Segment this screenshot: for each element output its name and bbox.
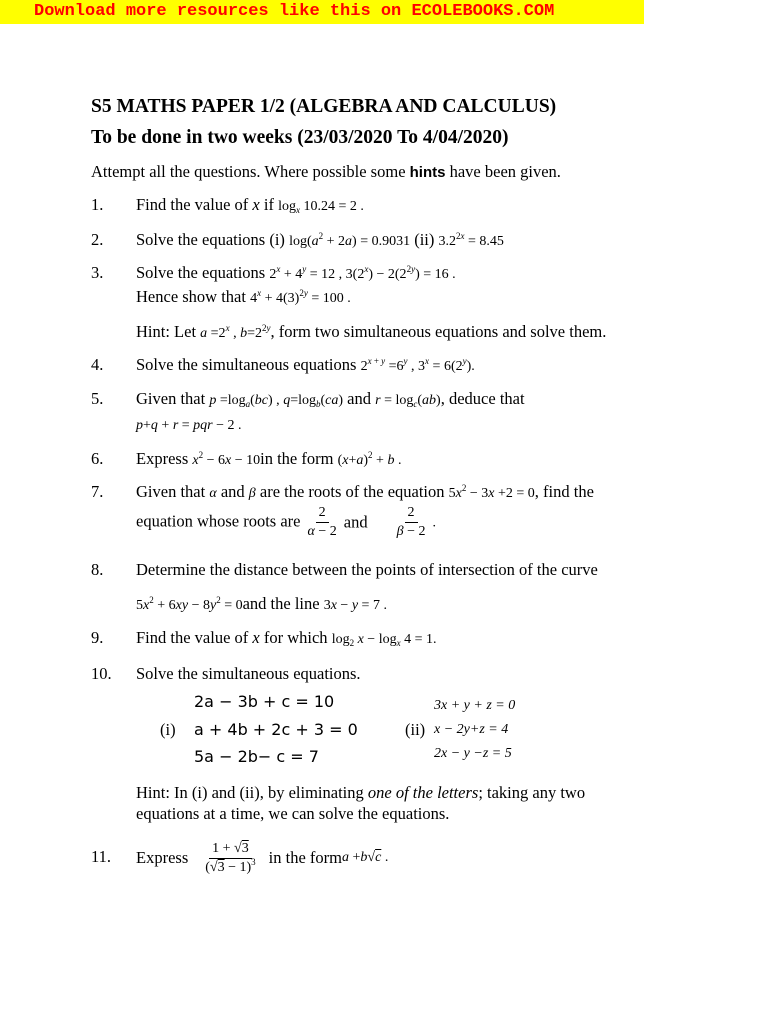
question-number: 10. (91, 664, 112, 683)
paper-title: S5 MATHS PAPER 1/2 (ALGEBRA AND CALCULUS) (91, 96, 557, 117)
question-number: 2. (91, 230, 104, 249)
download-banner[interactable]: Download more resources like this on ECOLEBOOKS.COM (0, 0, 644, 24)
question-number: 7. (91, 482, 104, 501)
question-3-hint: Hint: Let $a =2^x$ , $b=2^{2y}$, form two simultaneous equations and solve them. (136, 322, 607, 341)
question-8-line-2: $5x^2 + 6xy - 8y^2 = 0and$ the line 3x − y = 7 . (136, 594, 387, 613)
system-ii-eq-1: 3x + y + z = 0 (434, 698, 516, 713)
system-ii-label: (ii) (405, 720, 426, 739)
question-10: Solve the simultaneous equations. (136, 664, 361, 683)
question-number: 1. (91, 195, 104, 214)
question-1: Find the value of x if $\log_x 10.24 = 2$ . (136, 195, 364, 215)
question-10-hint: Hint: In (i) and (ii), by eliminating one of the letters; taking any two (136, 783, 586, 802)
question-number: 6. (91, 449, 104, 468)
instructions: Attempt all the questions. Where possible some hints have been given. (91, 162, 561, 181)
system-i-eq-3: 5a − 2b− c = 7 (194, 747, 319, 766)
question-5-line-2: p+q + r = pqr − 2 . (136, 418, 242, 433)
question-5: Given that $p =\log_a(bc)$ , $q=\log_b(ca)$ and $r = \log_c(ab)$, deduce that (136, 389, 525, 409)
paper-subtitle: To be done in two weeks (23/03/2020 To 4/04/2020) (91, 127, 509, 148)
question-7-line-2: equation whose roots are $\frac{2}{\alpha - 2}$ and $\frac{2}{\beta - 2}$ . (136, 505, 436, 539)
question-number: 4. (91, 355, 104, 374)
question-number: 11. (91, 847, 112, 866)
question-3: Solve the equations $2^x + 4^y = 12$ , $3(2^x) - 2(2^{2y}) = 16$ . (136, 263, 456, 282)
system-ii-eq-3: 2x − y −z = 5 (434, 746, 512, 761)
question-number: 8. (91, 560, 104, 579)
question-3-line-2: Hence show that $4^x + 4(3)^{2y} = 100$ . (136, 287, 351, 306)
question-2: Solve the equations (i) $\log(a^2 + 2a) = 0.9031$ (ii) $3.2^{2x} = 8.45$ (136, 230, 504, 249)
system-ii-eq-2: x − 2y+z = 4 (434, 722, 509, 737)
question-number: 5. (91, 389, 104, 408)
question-number: 9. (91, 628, 104, 647)
system-i-eq-2: a + 4b + 2c + 3 = 0 (194, 720, 358, 739)
system-i-eq-1: 2a − 3b + c = 10 (194, 692, 335, 711)
question-number: 3. (91, 263, 104, 282)
question-6: Express $x^2 - 6x - 10in$ the form $(x+a)^2 + b$ . (136, 449, 402, 468)
question-10-hint-line-2: equations at a time, we can solve the equations. (136, 804, 450, 823)
question-7: Given that α and β are the roots of the equation $5x^2 - 3x +2 = 0$, find the (136, 482, 594, 501)
system-i-label: (i) (160, 720, 176, 739)
question-4: Solve the simultaneous equations $2^{x + y} =6^y$ , $3^x = 6(2^y)$. (136, 355, 475, 374)
question-9: Find the value of x for which $\log_2 x - \log_x 4 = 1$. (136, 628, 437, 648)
question-11: Express $\frac{1 + √3}{(√3 - 1)^3}$ in the form a +b√c . (136, 840, 389, 875)
question-8: Determine the distance between the points of intersection of the curve (136, 560, 598, 579)
